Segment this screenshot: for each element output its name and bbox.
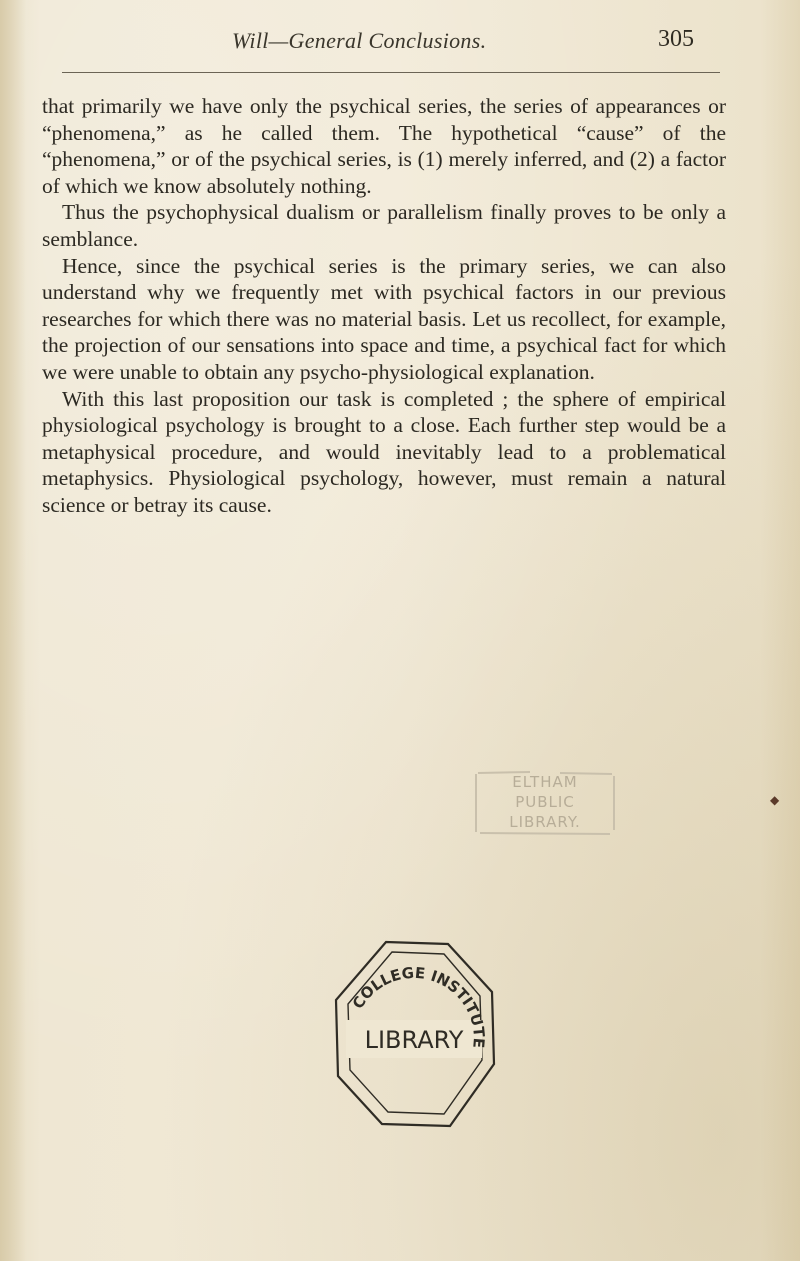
body-text	[42, 93, 726, 519]
running-head	[0, 22, 800, 62]
paragraph-3: Hence, since the psychical series is the primary series, we can also understand why we frequently met with psychical factors in our previous researches for which there was no material basis. Let us recollect, for example, the projection of our sensations into space and time, a psychical fact for which we were unable to obtain any psycho-physiological explanation.	[42, 253, 726, 384]
paragraph-2: Thus the psychophysical dualism or parallelism finally proves to be only a semblance.	[42, 200, 726, 251]
stamp-line-3: LIBRARY.	[509, 813, 581, 831]
stamp-ring-text: COLLEGE INSTITUTE	[348, 963, 488, 1049]
eltham-library-stamp	[470, 770, 620, 836]
ink-speck: ◆	[770, 793, 780, 807]
header-rule	[62, 72, 720, 73]
stamp-library-label: LIBRARY	[364, 1026, 464, 1054]
page-gutter-shadow	[0, 0, 26, 1261]
page-number: 305	[658, 26, 694, 52]
stamp-line-1: ELTHAM	[512, 773, 578, 791]
stamp-line-2: PUBLIC	[515, 793, 575, 811]
running-head-title: Will—General Conclusions.	[232, 28, 487, 53]
paragraph-4: With this last proposition our task is completed ; the sphere of empirical physiological psychology is brought to a close. Each further step would be a metaphysical procedure, and would inevitably lead to a problematical metaphysics. Physiological psychology, however, must remain a natural science or betray its cause.	[42, 386, 726, 517]
paragraph-1: that primarily we have only the psychical series, the series of appearances or “phenomena,” as he called them. The hypothetical “cause” of the “phenomena,” or of the psychical series, is (1) merely inferred, and (2) a factor of which we know absolutely nothing.	[42, 94, 726, 198]
college-library-stamp	[318, 936, 508, 1136]
